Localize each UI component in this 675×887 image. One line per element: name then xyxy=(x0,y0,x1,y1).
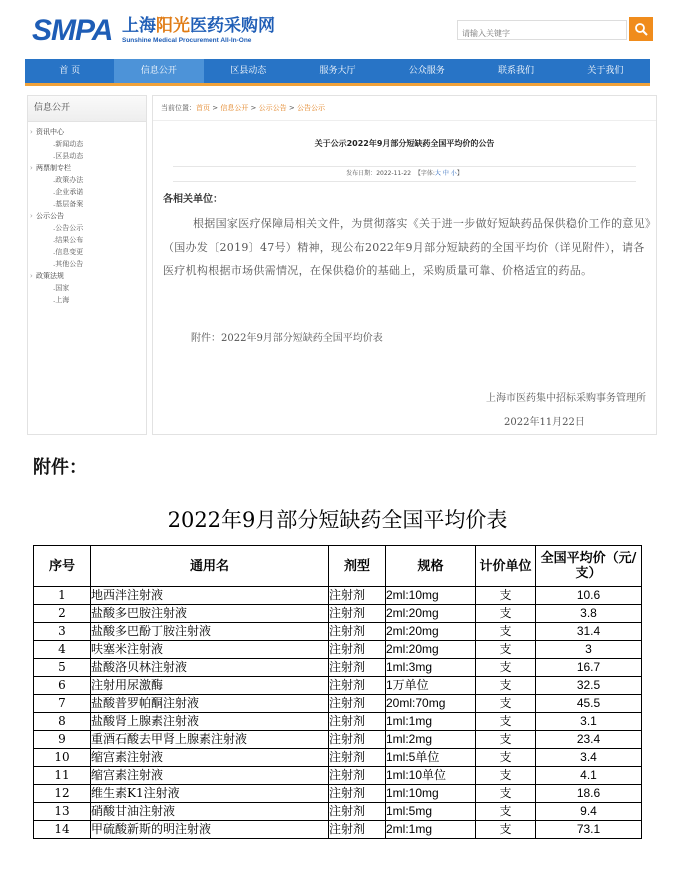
breadcrumb-link[interactable]: 首页 xyxy=(196,104,210,112)
main-nav xyxy=(25,59,650,83)
table-row xyxy=(34,659,642,677)
cell-unit: 支 xyxy=(476,677,536,695)
cell-name: 重酒石酸去甲肾上腺素注射液 xyxy=(91,731,329,749)
article-panel xyxy=(152,95,657,435)
sidebar-item[interactable]: .区县动态 xyxy=(53,152,84,160)
breadcrumb-link[interactable]: 公告公示 xyxy=(296,104,325,112)
cell-price: 10.6 xyxy=(536,587,642,605)
publish-label: 发布日期： xyxy=(346,170,377,177)
attachment-title: 2022年9月部分短缺药全国平均价表 xyxy=(167,508,508,532)
price-table xyxy=(33,545,642,839)
breadcrumb-prefix: 当前位置： xyxy=(161,104,196,112)
cell-form: 注射剂 xyxy=(329,713,386,731)
breadcrumb-link[interactable]: 信息公开 xyxy=(220,104,249,112)
logo-chinese-name: 上海阳光医药采购网 xyxy=(122,16,275,36)
cell-no: 4 xyxy=(34,641,91,659)
breadcrumb-separator: > xyxy=(210,104,221,112)
cell-no: 7 xyxy=(34,695,91,713)
cell-spec: 1ml:10mg xyxy=(386,785,476,803)
cell-name: 盐酸普罗帕酮注射液 xyxy=(91,695,329,713)
cell-unit: 支 xyxy=(476,803,536,821)
nav-item-2[interactable]: 区县动态 xyxy=(230,66,267,76)
nav-item-0[interactable]: 首 页 xyxy=(59,66,81,76)
sidebar-category[interactable]: › 政策法规 xyxy=(28,270,146,282)
cell-price: 3 xyxy=(536,641,642,659)
cell-price: 73.1 xyxy=(536,821,642,839)
cell-unit: 支 xyxy=(476,587,536,605)
sidebar-item[interactable]: .信息变更 xyxy=(53,248,84,256)
cell-unit: 支 xyxy=(476,605,536,623)
nav-item-1[interactable]: 信息公开 xyxy=(114,59,203,83)
sidebar-item[interactable]: .国家 xyxy=(53,284,70,292)
breadcrumb xyxy=(153,96,656,121)
cell-spec: 1ml:2mg xyxy=(386,731,476,749)
cell-spec: 2ml:20mg xyxy=(386,605,476,623)
cell-no: 3 xyxy=(34,623,91,641)
cell-name: 缩宫素注射液 xyxy=(91,767,329,785)
sidebar-item[interactable]: .企业承诺 xyxy=(53,188,84,196)
cell-spec: 1ml:3mg xyxy=(386,659,476,677)
table-row xyxy=(34,695,642,713)
sidebar-category[interactable]: › 资讯中心 xyxy=(28,126,146,138)
sidebar-item[interactable]: .结果公布 xyxy=(53,236,84,244)
cell-name: 盐酸肾上腺素注射液 xyxy=(91,713,329,731)
nav-item-5[interactable]: 联系我们 xyxy=(498,66,535,76)
cell-form: 注射剂 xyxy=(329,677,386,695)
nav-item-6[interactable]: 关于我们 xyxy=(587,66,624,76)
cell-form: 注射剂 xyxy=(329,695,386,713)
cell-spec: 20ml:70mg xyxy=(386,695,476,713)
sidebar-category[interactable]: › 公示公告 xyxy=(28,210,146,222)
signature-organization: 上海市医药集中招标采购事务管理所 xyxy=(486,393,646,404)
cell-form: 注射剂 xyxy=(329,767,386,785)
col-header-spec: 规格 xyxy=(386,546,476,587)
sidebar-item[interactable]: .政策办法 xyxy=(53,176,84,184)
article-title: 关于公示2022年9月部分短缺药全国平均价的公告 xyxy=(314,139,495,148)
nav-item-4[interactable]: 公众服务 xyxy=(408,66,445,76)
table-row xyxy=(34,767,642,785)
cell-form: 注射剂 xyxy=(329,641,386,659)
search-box xyxy=(457,20,627,40)
publish-info xyxy=(173,166,636,182)
font-size-small[interactable]: 小 xyxy=(450,170,457,177)
table-header-row xyxy=(34,546,642,587)
cell-no: 6 xyxy=(34,677,91,695)
cell-spec: 1ml:1mg xyxy=(386,713,476,731)
col-header-unit: 计价单位 xyxy=(476,546,536,587)
cell-price: 32.5 xyxy=(536,677,642,695)
col-header-price: 全国平均价（元/支） xyxy=(536,546,642,587)
cell-spec: 2ml:1mg xyxy=(386,821,476,839)
cell-unit: 支 xyxy=(476,659,536,677)
cell-unit: 支 xyxy=(476,785,536,803)
cell-name: 硝酸甘油注射液 xyxy=(91,803,329,821)
table-row xyxy=(34,623,642,641)
table-row xyxy=(34,605,642,623)
breadcrumb-link[interactable]: 公示公告 xyxy=(258,104,287,112)
table-row xyxy=(34,803,642,821)
cell-unit: 支 xyxy=(476,731,536,749)
publish-date: 2022-11-22 xyxy=(376,170,412,177)
font-size-open: 【字体: xyxy=(414,170,435,177)
cell-unit: 支 xyxy=(476,767,536,785)
table-row xyxy=(34,785,642,803)
cell-name: 维生素K1注射液 xyxy=(91,785,329,803)
cell-no: 2 xyxy=(34,605,91,623)
cell-form: 注射剂 xyxy=(329,803,386,821)
cell-no: 9 xyxy=(34,731,91,749)
font-size-close: 】 xyxy=(456,170,463,177)
sidebar-item[interactable]: .基层备案 xyxy=(53,200,84,208)
cell-form: 注射剂 xyxy=(329,605,386,623)
cell-form: 注射剂 xyxy=(329,731,386,749)
sidebar-category[interactable]: › 两票制专栏 xyxy=(28,162,146,174)
signature-date: 2022年11月22日 xyxy=(504,417,585,428)
cell-price: 45.5 xyxy=(536,695,642,713)
cell-no: 11 xyxy=(34,767,91,785)
cell-no: 5 xyxy=(34,659,91,677)
cell-price: 9.4 xyxy=(536,803,642,821)
cell-unit: 支 xyxy=(476,695,536,713)
cell-price: 18.6 xyxy=(536,785,642,803)
cell-name: 呋塞米注射液 xyxy=(91,641,329,659)
sidebar-item[interactable]: .其他公告 xyxy=(53,260,84,268)
cell-form: 注射剂 xyxy=(329,821,386,839)
attachment-link[interactable]: 附件：2022年9月部分短缺药全国平均价表 xyxy=(191,333,383,344)
search-input[interactable] xyxy=(458,25,626,43)
cell-no: 13 xyxy=(34,803,91,821)
cell-name: 注射用尿激酶 xyxy=(91,677,329,695)
nav-item-3[interactable]: 服务大厅 xyxy=(319,66,356,76)
cell-no: 14 xyxy=(34,821,91,839)
col-header-name: 通用名 xyxy=(91,546,329,587)
table-row xyxy=(34,731,642,749)
cell-form: 注射剂 xyxy=(329,623,386,641)
attachment-label: 附件： xyxy=(33,457,87,478)
table-row xyxy=(34,677,642,695)
cell-spec: 2ml:10mg xyxy=(386,587,476,605)
cell-spec: 1ml:5单位 xyxy=(386,749,476,767)
sidebar-list xyxy=(28,122,146,306)
logo-english-name: Sunshine Medical Procurement All-In-One xyxy=(122,37,252,44)
salutation: 各相关单位： xyxy=(163,194,223,205)
cell-name: 盐酸洛贝林注射液 xyxy=(91,659,329,677)
cell-price: 23.4 xyxy=(536,731,642,749)
cell-name: 甲硫酸新斯的明注射液 xyxy=(91,821,329,839)
font-size-medium[interactable]: 中 xyxy=(442,170,449,177)
cell-spec: 1ml:10单位 xyxy=(386,767,476,785)
cell-name: 盐酸多巴胺注射液 xyxy=(91,605,329,623)
article-body: 根据国家医疗保障局相关文件，为贯彻落实《关于进一步做好短缺药品保供稳价工作的意见》（国办发〔2019〕47号）精神，现公布2022年9月部分短缺药的全国平均价（详见附件），请各医疗机构根据市场供需情况，在保供稳价的基础上，采购质量可靠、价格适宜的药品。 xyxy=(163,217,651,277)
cell-form: 注射剂 xyxy=(329,749,386,767)
search-button[interactable] xyxy=(629,17,653,41)
sidebar-item[interactable]: .公告公示 xyxy=(53,224,84,232)
cell-form: 注射剂 xyxy=(329,659,386,677)
sidebar-item[interactable]: .上海 xyxy=(53,296,70,304)
cell-form: 注射剂 xyxy=(329,785,386,803)
font-size-large[interactable]: 大 xyxy=(434,170,441,177)
cell-price: 16.7 xyxy=(536,659,642,677)
cell-unit: 支 xyxy=(476,749,536,767)
nav-underline xyxy=(25,83,650,86)
table-row xyxy=(34,749,642,767)
cell-price: 3.4 xyxy=(536,749,642,767)
cell-price: 4.1 xyxy=(536,767,642,785)
col-header-form: 剂型 xyxy=(329,546,386,587)
cell-name: 地西泮注射液 xyxy=(91,587,329,605)
cell-name: 缩宫素注射液 xyxy=(91,749,329,767)
cell-no: 8 xyxy=(34,713,91,731)
cell-no: 1 xyxy=(34,587,91,605)
col-header-no: 序号 xyxy=(34,546,91,587)
cell-name: 盐酸多巴酚丁胺注射液 xyxy=(91,623,329,641)
sidebar-item[interactable]: .新闻动态 xyxy=(53,140,84,148)
cell-unit: 支 xyxy=(476,713,536,731)
breadcrumb-separator: > xyxy=(248,104,259,112)
cell-no: 12 xyxy=(34,785,91,803)
cell-spec: 1ml:5mg xyxy=(386,803,476,821)
cell-form: 注射剂 xyxy=(329,587,386,605)
table-row xyxy=(34,587,642,605)
cell-price: 3.1 xyxy=(536,713,642,731)
table-row xyxy=(34,821,642,839)
sidebar-title: 信息公开 xyxy=(28,96,146,122)
cell-price: 3.8 xyxy=(536,605,642,623)
search-icon xyxy=(634,22,648,36)
cell-spec: 2ml:20mg xyxy=(386,623,476,641)
site-header xyxy=(0,0,675,60)
table-row xyxy=(34,713,642,731)
breadcrumb-separator: > xyxy=(286,104,297,112)
cell-price: 31.4 xyxy=(536,623,642,641)
cell-no: 10 xyxy=(34,749,91,767)
table-row xyxy=(34,641,642,659)
cell-spec: 2ml:20mg xyxy=(386,641,476,659)
cell-unit: 支 xyxy=(476,821,536,839)
cell-unit: 支 xyxy=(476,623,536,641)
cell-unit: 支 xyxy=(476,641,536,659)
cell-spec: 1万单位 xyxy=(386,677,476,695)
sidebar xyxy=(27,95,147,435)
logo-mark: SMPA xyxy=(32,14,113,47)
